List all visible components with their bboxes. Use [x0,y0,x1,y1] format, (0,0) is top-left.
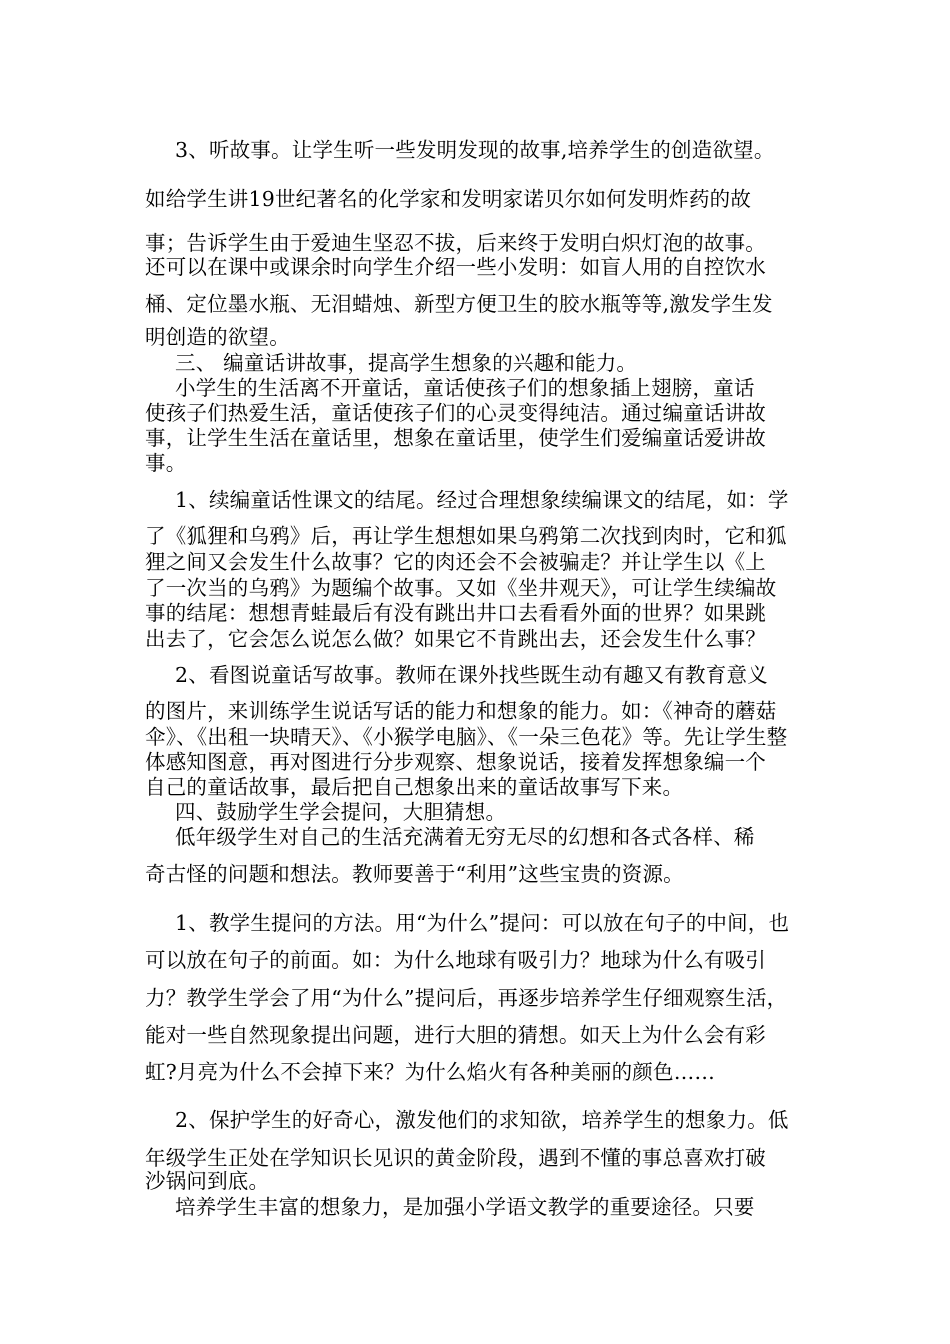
paragraph-line: 如给学生讲19世纪著名的化学家和发明家诺贝尔如何发明炸药的故 [145,187,752,211]
paragraph-line: 2、保护学生的好奇心，激发他们的求知欲，培养学生的想象力。低 [175,1108,789,1132]
paragraph-line: 还可以在课中或课余时向学生介绍一些小发明：如盲人用的自控饮水 [145,255,766,279]
paragraph-line: 虹?月亮为什么不会掉下来？为什么焰火有各种美丽的颜色…… [145,1060,716,1084]
paragraph-line: 事的结尾：想想青蛙最后有没有跳出井口去看看外面的世界？如果跳 [145,601,766,625]
paragraph-line: 可以放在句子的前面。如：为什么地球有吸引力？地球为什么有吸引 [145,948,766,972]
paragraph-line: 的图片，来训练学生说话写话的能力和想象的能力。如：《神奇的蘑菇 [145,699,777,723]
section-heading: 四、鼓励学生学会提问，大胆猜想。 [175,800,507,824]
paragraph-line: 小学生的生活离不开童话，童话使孩子们的想象插上翅膀，童话 [175,376,755,400]
paragraph-line: 使孩子们热爱生活，童话使孩子们的心灵变得纯洁。通过编童话讲故 [145,401,766,425]
paragraph-line: 1、教学生提问的方法。用“为什么”提问：可以放在句子的中间，也 [175,911,790,935]
paragraph-line: 事。 [145,451,187,475]
paragraph-line: 力？教学生学会了用“为什么”提问后，再逐步培养学生仔细观察生活， [145,986,788,1010]
paragraph-line: 桶、定位墨水瓶、无泪蜡烛、新型方便卫生的胶水瓶等等,激发学生发 [145,292,773,316]
paragraph-line: 奇古怪的问题和想法。教师要善于“利用”这些宝贵的资源。 [145,862,684,886]
paragraph-line: 体感知图意，再对图进行分步观察、想象说话，接着发挥想象编一个 [145,750,766,774]
paragraph-line: 自己的童话故事，最后把自己想象出来的童话故事写下来。 [145,775,684,799]
paragraph-line: 沙锅问到底。 [145,1169,270,1193]
paragraph-line: 狸之间又会发生什么故事？它的肉还会不会被骗走？并让学生以《上 [145,550,766,574]
paragraph-line: 2、看图说童话写故事。教师在课外找些既生动有趣又有教育意义 [175,663,768,687]
paragraph-line: 明创造的欲望。 [145,325,290,349]
paragraph-line: 年级学生正处在学知识长见识的黄金阶段，遇到不懂的事总喜欢打破 [145,1146,766,1170]
section-heading: 三、 编童话讲故事，提高学生想象的兴趣和能力。 [175,351,638,375]
paragraph-line: 了《狐狸和乌鸦》后，再让学生想想如果乌鸦第二次找到肉时，它和狐 [145,524,787,548]
paragraph-line: 培养学生丰富的想象力，是加强小学语文教学的重要途径。只要 [175,1195,755,1219]
paragraph-line: 伞》、《出租一块晴天》、《小猴学电脑》、《一朵三色花》等。先让学生整 [145,725,788,749]
paragraph-line: 出去了，它会怎么说怎么做？如果它不肯跳出去，还会发生什么事？ [145,627,766,651]
paragraph-line: 事，让学生生活在童话里，想象在童话里，使学生们爱编童话爱讲故 [145,426,766,450]
paragraph-line: 低年级学生对自己的生活充满着无穷无尽的幻想和各式各样、稀 [175,825,755,849]
paragraph-line: 3、听故事。让学生听一些发明发现的故事,培养学生的创造欲望。 [175,138,775,162]
paragraph-line: 能对一些自然现象提出问题，进行大胆的猜想。如天上为什么会有彩 [145,1023,766,1047]
paragraph-line: 了一次当的乌鸦》为题编个故事。又如《坐井观天》，可让学生续编故 [145,576,777,600]
paragraph-line: 事；告诉学生由于爱迪生坚忍不拔，后来终于发明白炽灯泡的故事。 [145,231,766,255]
paragraph-line: 1、续编童话性课文的结尾。经过合理想象续编课文的结尾，如：学 [175,488,789,512]
